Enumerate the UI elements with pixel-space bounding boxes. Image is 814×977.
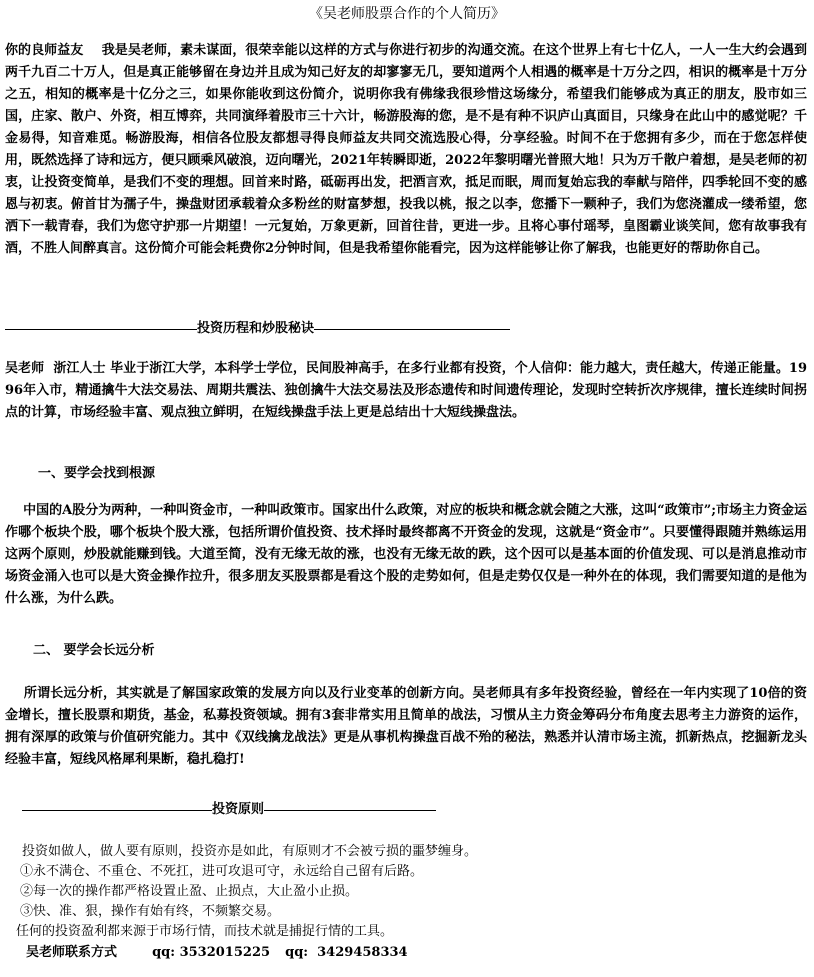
contact-qq-2: qq: 3429458334 <box>285 945 408 960</box>
principle-item-3: ③快、准、狠，操作有始有终，不频繁交易。 <box>20 904 281 919</box>
paragraph-find-root: 中国的A股分为两种，一种叫资金市，一种叫政策市。国家出什么政策，对应的板块和概念就会随之大涨，这叫“政策市”;市场主力资金运作哪个板块个股，哪个板块个股大涨，包括所谓价值投资、技术择时最终都离不开资金的发现，这就是“资金市”。只要懂得跟随并熟练运用这两个原则，炒股就能赚到钱。大道至简，没有无缘无故的涨，也没有无缘无故的跌，这个因可以是基本面的价值发现、可以是消息推动市场资金涌入也可以是大资金操作拉升，很多朋友买股票都是看这个股的走势如何，但是走势仅仅是一种外在的体现，我们需要知道的是他为什么涨，为什么跌。 <box>5 503 807 606</box>
section-title-history: 投资历程和炒股秘诀 <box>197 321 315 336</box>
section-title-principles: 投资原则 <box>212 802 265 817</box>
section-divider-principles <box>22 802 436 818</box>
principle-item-2: ②每一次的操作都严格设置止盈、止损点，大止盈小止损。 <box>20 884 359 899</box>
divider-rule-left <box>5 329 197 330</box>
paragraph-long-term: 所谓长远分析，其实就是了解国家政策的发展方向以及行业变革的创新方向。吴老师具有多年投资经验，曾经在一年内实现了10倍的资金增长，擅长股票和期货，基金，私募投资领域。拥有3套非常实用且简单的战法，习惯从主力资金筹码分布角度去思考主力游资的运作，拥有深厚的政策与价值研究能力。其中《双线擒龙战法》更是从事机构操盘百战不殆的秘法，熟悉并认清市场主流，抓新热点，挖掘新龙头经验丰富，短线风格犀利果断，稳扎稳打! <box>5 686 808 767</box>
profile-paragraph: 吴老师 浙江人士 毕业于浙江大学，本科学士学位，民间股神高手，在多行业都有投资，个人信仰：能力越大，责任越大，传递正能量。1996年入市，精通擒牛大法交易法、周期共震法、独创擒牛大法交易法及形态遗传和时间遗传理论，发现时空转折次序规律，擅长连续时间拐点的计算，市场经验丰富、观点独立鲜明，在短线操盘手法上更是总结出十大短线操盘法。 <box>5 361 807 420</box>
intro-paragraph: 你的良师益友 我是吴老师，素未谋面，很荣幸能以这样的方式与你进行初步的沟通交流。在这个世界上有七十亿人，一人一生大约会遇到两千九百二十万人，但是真正能够留在身边并且成为知己好友的却寥寥无几，要知道两个人相遇的概率是十万分之四，相识的概率是十万分之五，相知的概率是十亿分之三，如果你能收到这份简介，说明你我有佛缘我很珍惜这场缘分，希望我们能够成为真正的朋友，股市如三国，庄家、散户、外资，相互博弈，共同演绎着股市三十六计，畅游股海的您，是不是有种不识庐山真面目，只缘身在此山中的感觉呢？千金易得，知音难觅。畅游股海，相信各位股友都想寻得良师益友共同交流选股心得，分享经验。时间不在于您拥有多少，而在于您怎样使用，既然选择了诗和远方，便只顾乘风破浪，迈向曙光，2021年转瞬即逝，2022年黎明曙光普照大地！只为万千散户着想，是吴老师的初衷，让投资变简单，是我们不变的理想。回首来时路，砥砺再出发，把酒言欢，抵足而眠，周而复始忘我的奉献与陪伴，四季轮回不变的感恩与初衷。俯首甘为孺子牛，操盘财团承载着众多粉丝的财富梦想，投我以桃，报之以李，您播下一颗种子，我们为您浇灌成一缕希望，您洒下一载青春，我们为您守护那一片期望！一元复始，万象更新，回首往昔，更进一步。且将心事付瑶琴，皇图霸业谈笑间，您有故事我有酒，不胜人间醉真言。这份简介可能会耗费你2分钟时间，但是我希望你能看完，因为这样能够让你了解我，也能更好的帮助你自己。 <box>5 43 807 256</box>
divider-rule-left <box>22 810 212 811</box>
heading-find-root: 一、要学会找到根源 <box>38 466 156 481</box>
principles-outro: 任何的投资盈利都来源于市场行情，而技术就是捕捉行情的工具。 <box>16 924 394 939</box>
divider-rule-right <box>314 329 510 330</box>
heading-long-term: 二、 要学会长远分析 <box>33 643 155 658</box>
principle-item-1: ①永不满仓、不重仓、不死扛，进可攻退可守，永远给自己留有后路。 <box>20 864 424 879</box>
document-title: 《吴老师股票合作的个人简历》 <box>309 6 505 22</box>
divider-rule-right <box>264 810 436 811</box>
contact-line <box>26 944 408 962</box>
contact-qq-1: qq: 3532015225 <box>152 945 271 960</box>
principles-intro: 投资如做人，做人要有原则，投资亦是如此，有原则才不会被亏损的噩梦缠身。 <box>22 844 478 859</box>
section-divider-history <box>5 321 510 337</box>
contact-label: 吴老师联系方式 <box>26 945 118 960</box>
